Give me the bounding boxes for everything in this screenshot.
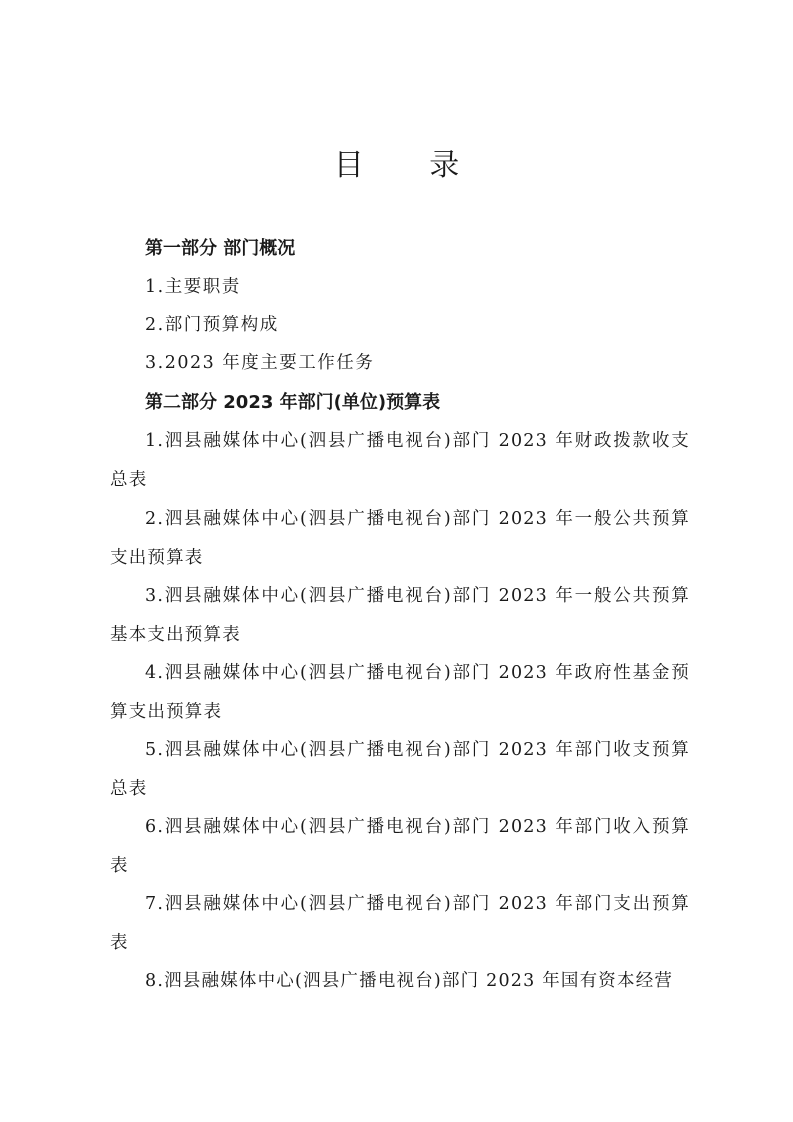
part2-item-1: 1.泗县融媒体中心(泗县广播电视台)部门 2023 年财政拨款收支总表 (110, 431, 690, 490)
part1-item-1: 1.主要职责 (145, 277, 241, 297)
part2-item-6: 6.泗县融媒体中心(泗县广播电视台)部门 2023 年部门收入预算表 (110, 817, 690, 876)
part1-heading: 第一部分 部门概况 (145, 238, 296, 259)
part2-item-2: 2.泗县融媒体中心(泗县广播电视台)部门 2023 年一般公共预算支出预算表 (110, 509, 690, 568)
part2-item-5: 5.泗县融媒体中心(泗县广播电视台)部门 2023 年部门收支预算总表 (110, 740, 690, 799)
part1-item-3: 3.2023 年度主要工作任务 (145, 353, 375, 373)
page-title: 目 录 (333, 148, 488, 183)
part2-item-3: 3.泗县融媒体中心(泗县广播电视台)部门 2023 年一般公共预算基本支出预算表 (110, 586, 690, 645)
part2-item-7: 7.泗县融媒体中心(泗县广播电视台)部门 2023 年部门支出预算表 (110, 894, 690, 953)
part1-item-2: 2.部门预算构成 (145, 315, 279, 335)
part2-heading: 第二部分 2023 年部门(单位)预算表 (145, 392, 441, 413)
part2-item-8: 8.泗县融媒体中心(泗县广播电视台)部门 2023 年国有资本经营 (145, 971, 674, 991)
part2-item-4: 4.泗县融媒体中心(泗县广播电视台)部门 2023 年政府性基金预算支出预算表 (110, 663, 690, 722)
